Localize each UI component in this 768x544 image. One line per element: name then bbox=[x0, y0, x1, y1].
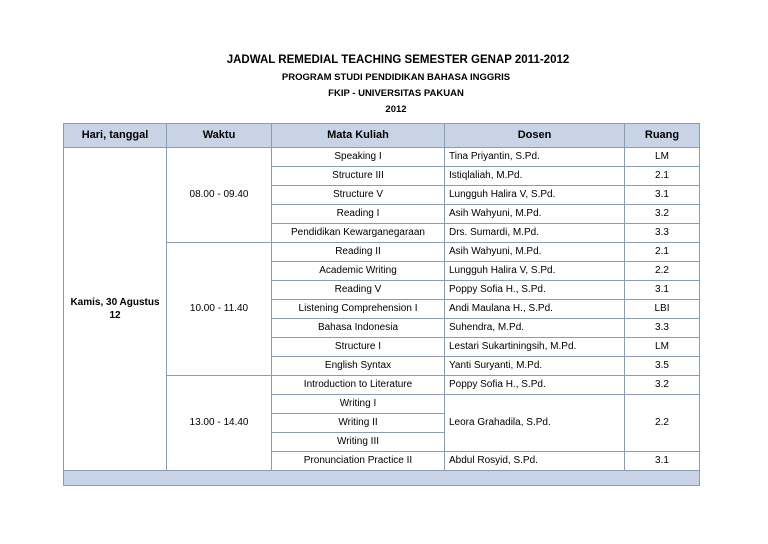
column-header-time: Waktu bbox=[167, 124, 272, 148]
lecturer-cell: Andi Maulana H., S.Pd. bbox=[445, 300, 625, 319]
course-cell: Bahasa Indonesia bbox=[272, 319, 445, 338]
course-cell: Academic Writing bbox=[272, 262, 445, 281]
course-cell: Listening Comprehension I bbox=[272, 300, 445, 319]
room-cell: 3.2 bbox=[625, 376, 700, 395]
column-header-day: Hari, tanggal bbox=[64, 124, 167, 148]
time-cell: 13.00 - 14.40 bbox=[167, 376, 272, 471]
course-cell: Introduction to Literature bbox=[272, 376, 445, 395]
course-cell: Writing I bbox=[272, 395, 445, 414]
course-cell: Speaking I bbox=[272, 148, 445, 167]
course-cell: Writing II bbox=[272, 414, 445, 433]
course-cell: Reading I bbox=[272, 205, 445, 224]
lecturer-cell: Poppy Sofia H., S.Pd. bbox=[445, 376, 625, 395]
table-header-row bbox=[64, 124, 700, 148]
course-cell: Pronunciation Practice II bbox=[272, 452, 445, 471]
course-cell: English Syntax bbox=[272, 357, 445, 376]
schedule-year: 2012 bbox=[385, 104, 407, 115]
column-header-room: Ruang bbox=[625, 124, 700, 148]
table-footer-row bbox=[64, 471, 700, 486]
room-cell: 3.1 bbox=[625, 186, 700, 205]
lecturer-cell: Poppy Sofia H., S.Pd. bbox=[445, 281, 625, 300]
room-cell: LBI bbox=[625, 300, 700, 319]
time-cell: 08.00 - 09.40 bbox=[167, 148, 272, 243]
course-cell: Structure III bbox=[272, 167, 445, 186]
lecturer-cell: Leora Grahadila, S.Pd. bbox=[445, 395, 625, 452]
course-cell: Writing III bbox=[272, 433, 445, 452]
column-header-lecturer: Dosen bbox=[445, 124, 625, 148]
course-cell: Reading V bbox=[272, 281, 445, 300]
room-cell: 3.2 bbox=[625, 205, 700, 224]
time-cell: 10.00 - 11.40 bbox=[167, 243, 272, 376]
lecturer-cell: Tina Priyantin, S.Pd. bbox=[445, 148, 625, 167]
lecturer-cell: Abdul Rosyid, S.Pd. bbox=[445, 452, 625, 471]
day-cell: Kamis, 30 Agustus 12 bbox=[64, 148, 167, 471]
lecturer-cell: Drs. Sumardi, M.Pd. bbox=[445, 224, 625, 243]
room-cell: 3.5 bbox=[625, 357, 700, 376]
course-cell: Structure I bbox=[272, 338, 445, 357]
room-cell: 3.1 bbox=[625, 281, 700, 300]
lecturer-cell: Yanti Suryanti, M.Pd. bbox=[445, 357, 625, 376]
room-cell: LM bbox=[625, 338, 700, 357]
room-cell: LM bbox=[625, 148, 700, 167]
lecturer-cell: Asih Wahyuni, M.Pd. bbox=[445, 205, 625, 224]
footer-band bbox=[64, 471, 700, 486]
lecturer-cell: Asih Wahyuni, M.Pd. bbox=[445, 243, 625, 262]
room-cell: 2.1 bbox=[625, 243, 700, 262]
program-name: PROGRAM STUDI PENDIDIKAN BAHASA INGGRIS bbox=[281, 72, 511, 83]
room-cell: 3.1 bbox=[625, 452, 700, 471]
course-cell: Reading II bbox=[272, 243, 445, 262]
room-cell: 2.2 bbox=[625, 262, 700, 281]
room-cell: 2.1 bbox=[625, 167, 700, 186]
schedule-table bbox=[63, 123, 700, 486]
table-row bbox=[64, 148, 700, 167]
room-cell: 3.3 bbox=[625, 319, 700, 338]
lecturer-cell: Lungguh Halira V, S.Pd. bbox=[445, 262, 625, 281]
room-cell: 2.2 bbox=[625, 395, 700, 452]
room-cell: 3.3 bbox=[625, 224, 700, 243]
document-title: JADWAL REMEDIAL TEACHING SEMESTER GENAP 2011-2012 bbox=[226, 54, 570, 66]
lecturer-cell: Lungguh Halira V, S.Pd. bbox=[445, 186, 625, 205]
lecturer-cell: Istiqlaliah, M.Pd. bbox=[445, 167, 625, 186]
course-cell: Pendidikan Kewarganegaraan bbox=[272, 224, 445, 243]
column-header-course: Mata Kuliah bbox=[272, 124, 445, 148]
lecturer-cell: Lestari Sukartiningsih, M.Pd. bbox=[445, 338, 625, 357]
lecturer-cell: Suhendra, M.Pd. bbox=[445, 319, 625, 338]
faculty-name: FKIP - UNIVERSITAS PAKUAN bbox=[328, 88, 464, 99]
course-cell: Structure V bbox=[272, 186, 445, 205]
